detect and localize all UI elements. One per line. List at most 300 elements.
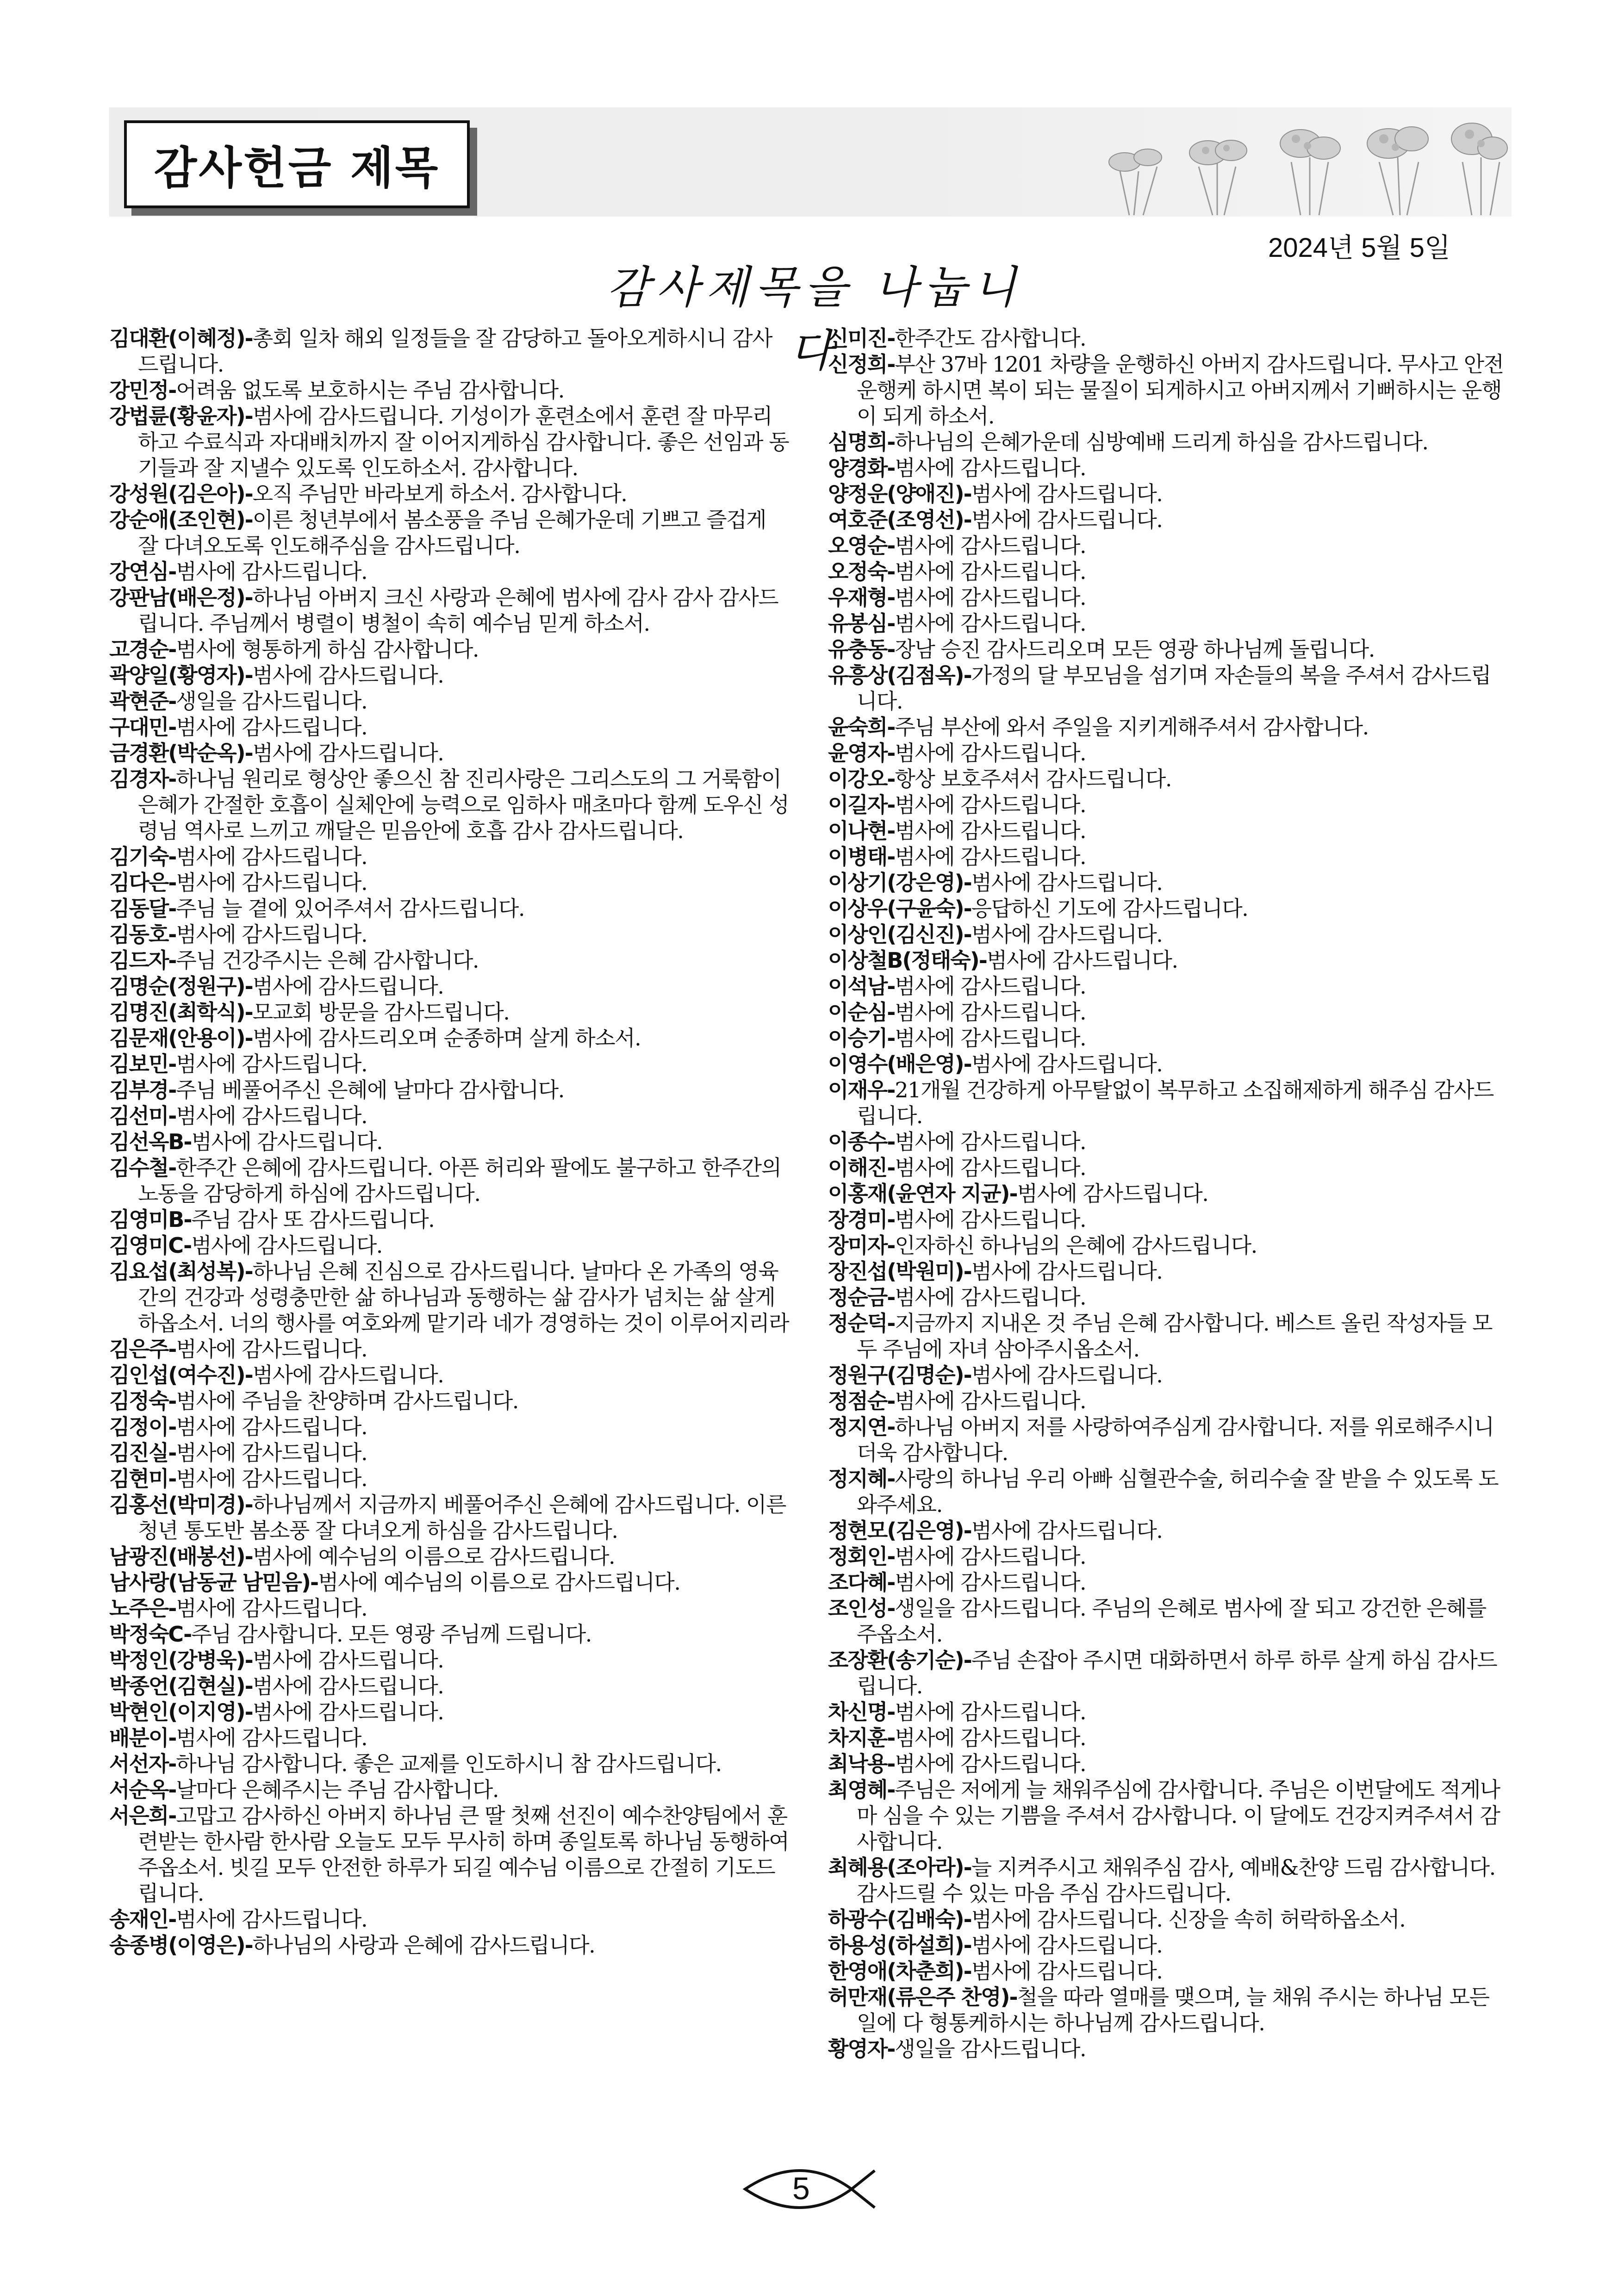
entry-name: 김홍선(박미경)- xyxy=(109,1492,253,1517)
entry-message: 범사에 감사드립니다. xyxy=(252,1699,444,1724)
entry-message: 범사에 감사드립니다. xyxy=(971,1933,1163,1958)
entry-item xyxy=(828,1310,1511,1362)
entry-item xyxy=(109,896,792,921)
entry-name: 서순옥- xyxy=(109,1777,176,1802)
entry-message: 하나님 아버지 크신 사랑과 은혜에 범사에 감사 감사 감사드립니다. 주님께서 병렬이 병철이 속히 예수님 믿게 하소서. xyxy=(138,585,778,636)
page-title: 감사헌금 제목 xyxy=(154,142,440,194)
entry-item xyxy=(109,1492,792,1543)
entry-name: 오영순- xyxy=(828,533,895,558)
entry-item xyxy=(828,1906,1511,1932)
entry-name: 고경순- xyxy=(109,637,176,662)
entry-item xyxy=(828,325,1511,351)
entry-item xyxy=(828,1077,1511,1129)
entry-name: 이상철B(정태숙)- xyxy=(828,948,987,973)
entry-name: 최혜용(조아라)- xyxy=(828,1855,971,1880)
entry-item xyxy=(109,662,792,688)
entry-message: 범사에 감사드립니다. xyxy=(895,533,1086,558)
entry-message: 주님 부산에 와서 주일을 지키게해주셔서 감사합니다. xyxy=(895,715,1369,740)
entry-name: 남광진(배봉선)- xyxy=(109,1544,253,1569)
entry-item xyxy=(109,559,792,585)
entry-name: 이종수- xyxy=(828,1129,895,1154)
entry-item xyxy=(828,455,1511,481)
entry-message: 범사에 감사드립니다. xyxy=(895,1751,1086,1776)
entry-item xyxy=(109,1595,792,1621)
entry-item xyxy=(109,1258,792,1336)
entry-name: 김정숙- xyxy=(109,1388,176,1413)
entry-name: 김요섭(최성복)- xyxy=(109,1259,253,1284)
entry-message: 범사에 감사드립니다. xyxy=(252,740,444,765)
entry-item xyxy=(828,1699,1511,1725)
entry-message: 범사에 감사드립니다. xyxy=(176,1052,367,1076)
entry-message: 범사에 감사드립니다. xyxy=(176,559,367,584)
entry-item xyxy=(109,1025,792,1051)
entry-item xyxy=(109,1543,792,1569)
entry-name: 김영미B- xyxy=(109,1207,192,1232)
entry-message: 장남 승진 감사드리오며 모든 영광 하나님께 돌립니다. xyxy=(895,637,1375,662)
entry-item xyxy=(109,740,792,766)
entry-item xyxy=(828,1362,1511,1388)
entry-message: 범사에 감사드립니다. xyxy=(176,1440,367,1465)
entry-item xyxy=(828,1129,1511,1155)
entry-item xyxy=(828,973,1511,999)
entry-message: 범사에 감사드립니다. xyxy=(895,1544,1086,1569)
entry-item xyxy=(109,1673,792,1699)
entry-item xyxy=(828,921,1511,947)
entry-item xyxy=(828,1725,1511,1751)
entry-name: 정회인- xyxy=(828,1544,895,1569)
entry-message: 하나님의 은혜가운데 심방예배 드리게 하심을 감사드립니다. xyxy=(895,429,1428,454)
entry-item xyxy=(828,1569,1511,1595)
entry-item xyxy=(828,1155,1511,1181)
entry-name: 신미진- xyxy=(828,326,895,351)
entry-name: 박종언(김현실)- xyxy=(109,1674,253,1699)
issue-date: 2024년 5월 5일 xyxy=(1268,233,1450,263)
entry-message: 범사에 감사드립니다. xyxy=(895,1388,1086,1413)
entry-item xyxy=(828,1232,1511,1258)
right-column xyxy=(828,325,1511,2062)
entry-name: 양정운(양애진)- xyxy=(828,481,971,506)
entry-message: 범사에 감사드립니다. xyxy=(971,1363,1163,1388)
entry-name: 이상인(김신진)- xyxy=(828,922,971,947)
entry-name: 유봉심- xyxy=(828,611,895,636)
entry-name: 정순덕- xyxy=(828,1311,895,1336)
entry-message: 범사에 감사드립니다. 기성이가 훈련소에서 훈련 잘 마무리하고 수료식과 자대배치까지 잘 이어지게하심 감사합니다. 좋은 선임과 동기들과 잘 지낼수 있도록 인도하소서. 감사합니다. xyxy=(138,404,789,480)
entry-message: 범사에 감사드립니다. xyxy=(176,1337,367,1362)
entry-message: 하나님 은혜 진심으로 감사드립니다. 날마다 온 가족의 영육간의 건강과 성령충만한 삶 하나님과 동행하는 삶 감사가 넘치는 삶 살게하옵소서. 너의 행사를 여호와께 맡기라 네가 경영하는 것이 이루어지리라 xyxy=(138,1259,789,1336)
entry-message: 가정의 달 부모님을 섬기며 자손들의 복을 주셔서 감사드립니다. xyxy=(857,663,1491,714)
entry-name: 김영미C- xyxy=(109,1233,192,1258)
entry-name: 황영자- xyxy=(828,2036,895,2061)
entry-item xyxy=(109,844,792,870)
entry-message: 범사에 감사드립니다. xyxy=(176,1103,367,1128)
page-number-badge xyxy=(741,2157,877,2221)
entry-item xyxy=(109,973,792,999)
entry-name: 이상기(강은영)- xyxy=(828,870,971,895)
entry-item xyxy=(109,1725,792,1751)
entry-item xyxy=(828,610,1511,636)
entry-message: 범사에 감사드립니다. xyxy=(895,740,1086,765)
entry-message: 주님은 저에게 늘 채워주심에 감사합니다. 주님은 이번달에도 적게나마 심을 수 있는 기쁨을 주셔서 감사합니다. 이 달에도 건강지켜주셔서 감사합니다. xyxy=(857,1777,1500,1854)
entry-message: 범사에 감사드립니다. xyxy=(895,455,1086,480)
entry-item xyxy=(828,1284,1511,1310)
entry-name: 이석남- xyxy=(828,974,895,999)
entry-name: 강민정- xyxy=(109,378,176,403)
entry-message: 어려움 없도록 보호하시는 주님 감사합니다. xyxy=(176,378,564,403)
entry-message: 범사에 감사드립니다. xyxy=(252,1363,444,1388)
entry-name: 박정인(강병욱)- xyxy=(109,1648,253,1673)
entry-message: 주님 손잡아 주시면 대화하면서 하루 하루 살게 하심 감사드립니다. xyxy=(857,1648,1497,1699)
entry-message: 늘 지켜주시고 채워주심 감사, 예배&찬양 드림 감사합니다. 감사드릴 수 있는 마음 주심 감사드립니다. xyxy=(857,1855,1495,1906)
entry-message: 범사에 예수님의 이름으로 감사드립니다. xyxy=(318,1570,680,1595)
entry-name: 이순심- xyxy=(828,1000,895,1025)
entry-item xyxy=(109,1414,792,1440)
entry-message: 범사에 감사드립니다. xyxy=(176,844,367,869)
page-number: 5 xyxy=(792,2171,810,2206)
entry-item xyxy=(828,1388,1511,1414)
entry-item xyxy=(828,1751,1511,1777)
entry-item xyxy=(109,1129,792,1155)
entry-name: 김다은- xyxy=(109,870,176,895)
entry-item xyxy=(109,585,792,636)
entry-message: 고맙고 감사하신 아버지 하나님 큰 딸 첫째 선진이 예수찬양팀에서 훈련받는 한사람 한사람 오늘도 모두 무사히 하며 종일토록 하나님 동행하여 주옵소서. 빗길 모두 안전한 하루가 되길 예수님 이름으로 간절히 기도드립니다. xyxy=(138,1803,789,1906)
entry-name: 정순금- xyxy=(828,1285,895,1310)
entry-message: 범사에 감사드립니다. xyxy=(986,948,1178,973)
entry-name: 김드자- xyxy=(109,948,176,973)
entry-name: 김동호- xyxy=(109,922,176,947)
entry-name: 김선미- xyxy=(109,1103,176,1128)
entry-message: 범사에 감사드립니다. xyxy=(176,715,367,740)
entry-name: 강법륜(황윤자)- xyxy=(109,404,253,429)
entry-message: 범사에 감사드립니다. xyxy=(971,1518,1163,1543)
entry-item xyxy=(109,1362,792,1388)
entry-message: 범사에 감사드립니다. xyxy=(191,1233,382,1258)
entry-name: 이나현- xyxy=(828,818,895,843)
entry-message: 총회 일차 해외 일정들을 잘 감당하고 돌아오게하시니 감사드립니다. xyxy=(138,326,772,377)
entry-message: 범사에 감사드립니다. xyxy=(895,1000,1086,1025)
entry-item xyxy=(828,714,1511,740)
entry-name: 신정희- xyxy=(828,352,895,377)
entry-name: 허만재(류은주 찬영)- xyxy=(828,1985,1017,2010)
entry-message: 하나님 아버지 저를 사랑하여주심게 감사합니다. 저를 위로해주시니 더욱 감사합니다. xyxy=(857,1414,1494,1465)
entry-message: 오직 주님만 바라보게 하소서. 감사합니다. xyxy=(252,481,627,506)
flower-bouquet-illustration xyxy=(1092,111,1509,217)
entry-item xyxy=(828,1854,1511,1906)
entry-item xyxy=(109,1336,792,1362)
entry-message: 범사에 감사드립니다. xyxy=(971,1052,1163,1076)
entry-item xyxy=(828,585,1511,610)
entry-item xyxy=(828,1518,1511,1543)
entry-message: 범사에 감사드립니다. xyxy=(1017,1181,1208,1206)
entry-message: 범사에 감사드립니다. xyxy=(895,1725,1086,1750)
entry-message: 생일을 감사드립니다. xyxy=(176,689,367,714)
entry-message: 이른 청년부에서 봄소풍을 주님 은혜가운데 기쁘고 즐겁게 잘 다녀오도록 인도해주심을 감사드립니다. xyxy=(138,507,766,558)
entry-name: 심명희- xyxy=(828,429,895,454)
entry-message: 항상 보호주셔서 감사드립니다. xyxy=(895,766,1171,791)
entry-message: 범사에 감사드립니다. xyxy=(895,1207,1086,1232)
entry-name: 김대환(이혜정)- xyxy=(109,326,253,351)
entry-name: 장경미- xyxy=(828,1207,895,1232)
entry-item xyxy=(828,351,1511,429)
entry-item xyxy=(828,2036,1511,2062)
entry-message: 범사에 형통하게 하심 감사합니다. xyxy=(176,637,479,662)
entry-item xyxy=(828,1025,1511,1051)
entry-item xyxy=(109,1803,792,1906)
entry-message: 범사에 감사드립니다. xyxy=(176,1725,367,1750)
entry-item xyxy=(109,1051,792,1077)
entry-name: 우재형- xyxy=(828,585,895,610)
entry-message: 주님 베풀어주신 은혜에 날마다 감사합니다. xyxy=(176,1077,564,1102)
entry-item xyxy=(109,636,792,662)
entry-name: 배분이- xyxy=(109,1725,176,1750)
entry-message: 범사에 감사드립니다. xyxy=(895,1155,1086,1180)
entry-name: 김현미- xyxy=(109,1466,176,1491)
entry-message: 범사에 감사드립니다. xyxy=(895,559,1086,584)
entry-name: 유흥상(김점옥)- xyxy=(828,663,971,688)
entry-item xyxy=(828,1181,1511,1207)
entry-message: 범사에 감사드립니다. xyxy=(895,1026,1086,1051)
entry-name: 송재인- xyxy=(109,1907,176,1932)
entry-message: 범사에 주님을 찬양하며 감사드립니다. xyxy=(176,1388,518,1413)
entry-message: 범사에 감사드리오며 순종하며 살게 하소서. xyxy=(252,1026,641,1051)
entry-item xyxy=(828,1932,1511,1958)
entry-message: 21개월 건강하게 아무탈없이 복무하고 소집해제하게 해주심 감사드립니다. xyxy=(857,1077,1494,1128)
entry-message: 범사에 감사드립니다. xyxy=(895,1129,1086,1154)
entry-item xyxy=(828,559,1511,585)
entry-name: 한영애(차춘희)- xyxy=(828,1959,971,1984)
entry-message: 범사에 감사드립니다. xyxy=(191,1129,383,1154)
entry-message: 응답하신 기도에 감사드립니다. xyxy=(971,896,1248,921)
entry-name: 김진실- xyxy=(109,1440,176,1465)
entry-item xyxy=(828,1414,1511,1466)
entry-message: 범사에 감사드립니다. xyxy=(971,922,1163,947)
entry-message: 범사에 감사드립니다. xyxy=(971,481,1163,506)
entry-item xyxy=(828,740,1511,766)
entry-name: 김동달- xyxy=(109,896,176,921)
entry-message: 인자하신 하나님의 은혜에 감사드립니다. xyxy=(895,1233,1257,1258)
entry-item xyxy=(828,533,1511,559)
entry-item xyxy=(109,1077,792,1103)
entry-message: 범사에 감사드립니다. xyxy=(971,870,1163,895)
entry-message: 범사에 감사드립니다. xyxy=(971,1959,1163,1984)
entry-item xyxy=(828,1777,1511,1854)
entry-name: 남사랑(남동균 남믿음)- xyxy=(109,1570,318,1595)
entry-message: 범사에 감사드립니다. xyxy=(895,1285,1086,1310)
entry-item xyxy=(828,1258,1511,1284)
entry-message: 범사에 감사드립니다. xyxy=(176,870,367,895)
entry-item xyxy=(109,947,792,973)
entry-name: 이해진- xyxy=(828,1155,895,1180)
entry-item xyxy=(109,688,792,714)
entry-message: 범사에 감사드립니다. xyxy=(176,922,367,947)
entry-message: 사랑의 하나님 우리 아빠 심혈관수술, 허리수술 잘 받을 수 있도록 도와주세요. xyxy=(857,1466,1499,1517)
entry-name: 조다혜- xyxy=(828,1570,895,1595)
entry-name: 곽현준- xyxy=(109,689,176,714)
entry-name: 정점순- xyxy=(828,1388,895,1413)
entry-item xyxy=(828,844,1511,870)
entry-item xyxy=(828,507,1511,533)
entry-name: 이재우- xyxy=(828,1077,895,1102)
entry-item xyxy=(109,714,792,740)
entry-name: 김선옥B- xyxy=(109,1129,192,1154)
entry-message: 범사에 감사드립니다. xyxy=(895,1699,1086,1724)
entry-item xyxy=(828,870,1511,896)
entry-message: 범사에 감사드립니다. xyxy=(252,1674,444,1699)
entry-name: 서선자- xyxy=(109,1751,176,1776)
entry-item xyxy=(109,1440,792,1466)
entry-name: 김부경- xyxy=(109,1077,176,1102)
entry-name: 장미자- xyxy=(828,1233,895,1258)
entry-name: 구대민- xyxy=(109,715,176,740)
entry-item xyxy=(109,377,792,403)
entry-name: 이강오- xyxy=(828,766,895,791)
entry-name: 하용성(하설희)- xyxy=(828,1933,971,1958)
entry-name: 조장환(송기순)- xyxy=(828,1648,971,1673)
entry-message: 모교회 방문을 감사드립니다. xyxy=(252,1000,510,1025)
entry-name: 강연심- xyxy=(109,559,176,584)
entry-message: 하나님 감사합니다. 좋은 교제를 인도하시니 참 감사드립니다. xyxy=(176,1751,722,1776)
entry-item xyxy=(109,1207,792,1232)
entry-message: 철을 따라 열매를 맺으며, 늘 채워 주시는 하나님 모든 일에 다 형통케하시는 하나님께 감사드립니다. xyxy=(857,1985,1489,2035)
entry-name: 장진섭(박원미)- xyxy=(828,1259,971,1284)
entry-item xyxy=(828,999,1511,1025)
entry-message: 한주간도 감사합니다. xyxy=(895,326,1086,351)
entry-name: 유충동- xyxy=(828,637,895,662)
entry-message: 범사에 감사드립니다. xyxy=(895,844,1086,869)
entry-item xyxy=(828,1595,1511,1647)
entry-name: 강판남(배은정)- xyxy=(109,585,253,610)
entry-name: 조인성- xyxy=(828,1596,895,1621)
entry-item xyxy=(828,896,1511,921)
entry-item xyxy=(109,325,792,377)
entry-name: 강성원(김은아)- xyxy=(109,481,253,506)
entry-item xyxy=(828,1984,1511,2036)
entry-item xyxy=(109,403,792,481)
entry-item xyxy=(109,1466,792,1492)
entry-item xyxy=(828,818,1511,844)
entry-message: 범사에 감사드립니다. xyxy=(895,1570,1086,1595)
entry-item xyxy=(109,999,792,1025)
entry-item xyxy=(109,1388,792,1414)
entry-item xyxy=(828,766,1511,792)
entry-item xyxy=(828,662,1511,714)
entry-item xyxy=(109,1569,792,1595)
entry-message: 하나님 원리로 형상안 좋으신 참 진리사랑은 그리스도의 그 거룩함이 은혜가 간절한 호흡이 실체안에 능력으로 임하사 매초마다 함께 도우신 성령님 역사로 느끼고 깨달은 믿음안에 호흡 감사 감사드립니다. xyxy=(138,766,789,843)
entry-name: 최영혜- xyxy=(828,1777,895,1802)
entry-message: 범사에 감사드립니다. xyxy=(971,507,1163,532)
entry-item xyxy=(828,1647,1511,1699)
entry-message: 생일을 감사드립니다. 주님의 은혜로 범사에 잘 되고 강건한 은혜를 주옵소서. xyxy=(857,1596,1486,1647)
entry-message: 범사에 감사드립니다. xyxy=(895,611,1086,636)
entry-item xyxy=(828,429,1511,455)
entry-item xyxy=(828,1543,1511,1569)
entry-item xyxy=(828,792,1511,818)
entry-message: 범사에 감사드립니다. 신장을 속히 허락하옵소서. xyxy=(971,1907,1406,1932)
entry-item xyxy=(109,1932,792,1958)
entry-message: 주님 감사 또 감사드립니다. xyxy=(191,1207,435,1232)
entry-item xyxy=(109,1103,792,1129)
entry-name: 박정숙C- xyxy=(109,1622,192,1647)
entry-name: 하광수(김배숙)- xyxy=(828,1907,971,1932)
entry-message: 범사에 감사드립니다. xyxy=(176,1907,367,1932)
entry-item xyxy=(109,1751,792,1777)
entry-message: 하나님의 사랑과 은혜에 감사드립니다. xyxy=(252,1933,595,1958)
entry-name: 이홍재(윤연자 지균)- xyxy=(828,1181,1017,1206)
entry-message: 생일을 감사드립니다. xyxy=(895,2036,1086,2061)
entry-item xyxy=(109,1777,792,1803)
entry-item xyxy=(109,1621,792,1647)
entry-name: 이승기- xyxy=(828,1026,895,1051)
entry-name: 윤숙희- xyxy=(828,715,895,740)
entry-item xyxy=(828,636,1511,662)
entry-name: 오정숙- xyxy=(828,559,895,584)
entry-item xyxy=(109,1647,792,1673)
entry-name: 김기숙- xyxy=(109,844,176,869)
section-heading: 감사제목을 나눕니다 xyxy=(606,261,1023,377)
entry-name: 김수철- xyxy=(109,1155,176,1180)
entry-name: 금경환(박순옥)- xyxy=(109,740,253,765)
entry-name: 곽양일(황영자)- xyxy=(109,663,253,688)
entry-item xyxy=(828,1207,1511,1232)
entry-name: 정지혜- xyxy=(828,1466,895,1491)
entry-name: 김보민- xyxy=(109,1052,176,1076)
entry-message: 범사에 감사드립니다. xyxy=(971,1259,1163,1284)
entry-name: 김인섭(여수진)- xyxy=(109,1363,253,1388)
entry-name: 이상우(구윤숙)- xyxy=(828,896,971,921)
entry-message: 범사에 감사드립니다. xyxy=(176,1414,367,1439)
entry-name: 김정이- xyxy=(109,1414,176,1439)
entry-name: 김명순(정원구)- xyxy=(109,974,253,999)
entry-message: 주님 늘 곁에 있어주셔서 감사드립니다. xyxy=(176,896,524,921)
entry-message: 지금까지 지내온 것 주님 은혜 감사합니다. 베스트 올린 작성자들 모두 주님에 자녀 삼아주시옵소서. xyxy=(857,1311,1492,1362)
entry-item xyxy=(109,481,792,507)
entry-message: 주님 건강주시는 은혜 감사합니다. xyxy=(176,948,479,973)
entry-name: 정원구(김명순)- xyxy=(828,1363,971,1388)
entry-message: 범사에 감사드립니다. xyxy=(895,792,1086,817)
entry-name: 김문재(안용이)- xyxy=(109,1026,253,1051)
entry-name: 박현인(이지영)- xyxy=(109,1699,253,1724)
entry-item xyxy=(109,507,792,559)
entry-message: 범사에 감사드립니다. xyxy=(252,974,444,999)
entry-name: 강순애(조인현)- xyxy=(109,507,253,532)
entry-item xyxy=(109,921,792,947)
entry-name: 여호준(조영선)- xyxy=(828,507,971,532)
entry-item xyxy=(828,481,1511,507)
entry-name: 최낙용- xyxy=(828,1751,895,1776)
entry-message: 범사에 감사드립니다. xyxy=(176,1466,367,1491)
entry-message: 날마다 은혜주시는 주님 감사합니다. xyxy=(176,1777,498,1802)
left-column xyxy=(109,325,792,1958)
entry-item xyxy=(109,1699,792,1725)
entry-name: 이영수(배은영)- xyxy=(828,1052,971,1076)
entry-name: 김경자- xyxy=(109,766,176,791)
entry-message: 범사에 감사드립니다. xyxy=(252,1648,444,1673)
entry-message: 주님 감사합니다. 모든 영광 주님께 드립니다. xyxy=(191,1622,591,1647)
entry-item xyxy=(828,947,1511,973)
entry-name: 양경화- xyxy=(828,455,895,480)
entry-message: 범사에 감사드립니다. xyxy=(895,585,1086,610)
entry-name: 김은주- xyxy=(109,1337,176,1362)
entry-item xyxy=(828,1958,1511,1984)
entry-name: 노주은- xyxy=(109,1596,176,1621)
entry-name: 김명진(최학식)- xyxy=(109,1000,253,1025)
entry-message: 범사에 감사드립니다. xyxy=(895,974,1086,999)
entry-item xyxy=(109,870,792,896)
entry-name: 정지연- xyxy=(828,1414,895,1439)
entry-item xyxy=(828,1466,1511,1518)
entry-item xyxy=(109,766,792,844)
entry-name: 정현모(김은영)- xyxy=(828,1518,971,1543)
entry-item xyxy=(828,1051,1511,1077)
